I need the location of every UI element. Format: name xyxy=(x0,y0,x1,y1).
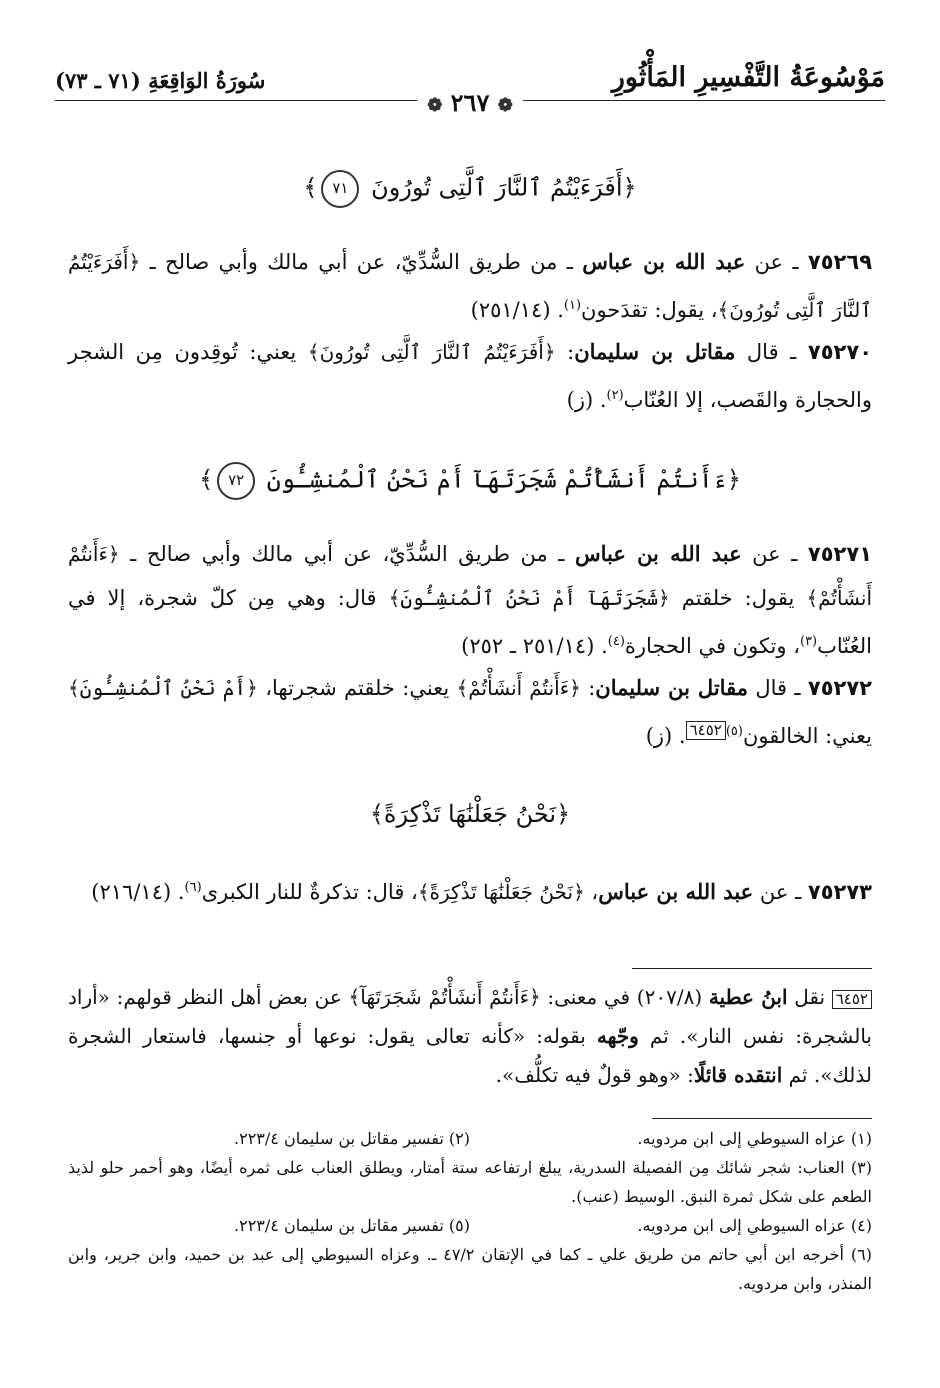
narration-number: ٧٥٢٧٣ xyxy=(807,880,872,904)
quran-quote: ﴿شَجَرَتَهَآ أَمْ نَحْنُ ٱلْمُنشِـُٔونَ﴾ xyxy=(388,586,670,610)
text: : «وهو قولٌ فيه تكلُّف». xyxy=(495,1063,694,1087)
footnote-row xyxy=(68,1124,872,1153)
footnote-marker: (١) xyxy=(563,298,582,313)
text: ، xyxy=(584,880,599,904)
source-reference: (٢٥١/١٤) xyxy=(470,298,551,322)
commentary-box-marker: ٦٤٥٢ xyxy=(832,990,872,1009)
verse-heading xyxy=(0,462,940,500)
verse-close-bracket: ﴾ xyxy=(199,465,214,494)
verse-heading xyxy=(0,800,940,828)
narration-paragraph xyxy=(68,666,872,758)
text: ـ عن xyxy=(745,250,808,274)
text: نقل xyxy=(787,985,832,1009)
footnotes xyxy=(68,1124,872,1298)
text: (٢٠٧/٨) في معنى: xyxy=(540,985,709,1009)
quran-quote: ﴿أَفَرَءَيْتُمُ ٱلنَّارَ ٱلَّتِى تُورُونَ﴾ xyxy=(307,340,556,364)
page-header xyxy=(55,62,885,117)
verse-text: ﴿نَحْنُ جَعَلْنَٰهَا تَذْكِرَةً﴾ xyxy=(369,800,571,828)
footnote-row xyxy=(68,1211,872,1240)
text: بقوله: «كأنه تعالى يقول: نوعها أو جنسها، فاستعار الشجرة لذلك». ثم xyxy=(68,1024,872,1087)
text: : xyxy=(580,676,596,700)
text: ـ عن xyxy=(741,542,808,566)
source-reference: (ز) xyxy=(645,724,673,748)
verse-number: ٧١ xyxy=(321,170,359,208)
narrator: عبد الله بن عباس xyxy=(582,249,746,274)
text: ـ قال xyxy=(735,340,808,364)
footnote-marker: (٣) xyxy=(799,634,818,649)
page-number: ٢٦٧ xyxy=(450,88,490,117)
verse-close-bracket: ﴾ xyxy=(303,173,318,202)
text: يعني: الخالقون xyxy=(742,724,872,748)
section-divider xyxy=(632,968,872,969)
narrator: عبد الله بن عباس xyxy=(574,541,742,566)
source-reference: (٢١٦/١٤) xyxy=(91,880,172,904)
footnote-marker: (٢) xyxy=(606,388,624,403)
verse-number: ٧٢ xyxy=(217,462,255,500)
verse-text: ﴿ءَأَنتُمْ أَنشَأْتُمْ شَجَرَتَهَآ أَمْ نَحْنُ ٱلْمُنشِـُٔونَ xyxy=(266,465,741,494)
page-number-wrap xyxy=(417,88,523,117)
ornament-icon: ❁ xyxy=(427,95,443,116)
quran-quote: ﴿ءَأَنتُمْ أَنشَأْتُمْ﴾ xyxy=(456,676,581,700)
narrator: عبد الله بن عباس xyxy=(598,879,754,904)
footnote: (١) عزاه السيوطي إلى ابن مردويه. xyxy=(637,1129,872,1148)
text: ، يقول: تقدَحون xyxy=(581,298,718,322)
text: : xyxy=(555,340,575,364)
emphasis: وجّهه xyxy=(596,1024,639,1048)
quran-quote: ﴿أَفَرَءَيْتُمُ ٱلنَّارَ ٱلَّتِى تُورُونَ﴾ xyxy=(68,250,872,322)
text: عن بعض أهل النظر قولهم: «أراد بالشجرة: نفس النار». ثم xyxy=(68,985,872,1048)
narrator: مقاتل بن سليمان xyxy=(574,339,736,364)
footnote-marker: (٥) xyxy=(725,724,743,739)
verse-heading xyxy=(0,170,940,208)
text: . xyxy=(594,634,608,658)
text: ـ من طريق السُّدِّيّ، عن أبي مالك وأبي صالح ـ xyxy=(140,250,583,274)
narration-paragraph xyxy=(68,866,872,914)
commentary-note xyxy=(68,978,872,1095)
text: . xyxy=(593,388,607,412)
source-reference: (ز) xyxy=(566,388,594,412)
quran-quote: ﴿ءَأَنتُمْ أَنشَأْتُمْ شَجَرَتَهَآ﴾ xyxy=(348,985,541,1009)
narration-number: ٧٥٢٦٩ xyxy=(807,250,873,274)
book-title: مَوْسُوعَةُ التَّفْسِيرِ المَأْثُورِ xyxy=(611,62,885,93)
text: ـ عن xyxy=(753,880,808,904)
surah-title: سُورَةُ الوَاقِعَةِ (٧١ ـ ٧٣) xyxy=(55,68,266,93)
source-reference: (٢٥١/١٤ ـ ٢٥٢) xyxy=(461,634,595,658)
text: . xyxy=(550,298,564,322)
quran-quote: ﴿أَمْ نَحْنُ ٱلْمُنشِـُٔونَ﴾ xyxy=(68,676,258,700)
footnote: (٣) العناب: شجر شائك مِن الفصيلة السدرية، يبلغ ارتفاعه ستة أمتار، ويطلق العناب على ثمره أيضًا، وهو أحمر حلو لذيذ الطعم على شكل ثمرة النبق. الوسيط (عنب). xyxy=(68,1158,872,1206)
quran-quote: ﴿ءَأَنتُمْ أَنشَأْتُمْ﴾ xyxy=(68,542,872,610)
footnote-marker: (٤) xyxy=(607,634,625,649)
footnote-divider xyxy=(652,1118,872,1119)
text: يقول: خلقتم xyxy=(669,586,807,610)
footnote: (٥) تفسير مقاتل بن سليمان ٢٢٣/٤. xyxy=(234,1216,470,1235)
emphasis: انتقده قائلًا xyxy=(693,1063,783,1087)
footnote: (٤) عزاه السيوطي إلى ابن مردويه. xyxy=(637,1216,872,1235)
scholar-name: ابنُ عطية xyxy=(708,985,788,1009)
narration-number: ٧٥٢٧١ xyxy=(807,542,873,566)
footnote-marker: (٦) xyxy=(184,880,202,895)
footnote: (٢) تفسير مقاتل بن سليمان ٢٢٣/٤. xyxy=(234,1129,470,1148)
narrator: مقاتل بن سليمان xyxy=(595,675,748,700)
text: يعني: تُوقِدون مِن الشجر والحجارة والقَصب، إلا العُنّاب xyxy=(68,340,872,412)
text: ـ قال xyxy=(747,676,808,700)
footnote: (٦) أخرجه ابن أبي حاتم من طريق علي ـ كما في الإتقان ٤٧/٢ ـ. وعزاه السيوطي إلى عبد بن حميد، وابن جرير، وابن المنذر، وابن مردويه. xyxy=(68,1245,873,1293)
text: ـ من طريق السُّدِّيّ، عن أبي مالك وأبي صالح ـ xyxy=(119,542,575,566)
text: . xyxy=(171,880,185,904)
verse-text: ﴿أَفَرَءَيْتُمُ ٱلنَّارَ ٱلَّتِى تُورُونَ xyxy=(371,173,637,202)
ornament-icon: ❁ xyxy=(497,95,513,116)
narration-number: ٧٥٢٧٢ xyxy=(807,676,872,700)
text: قال: وهي مِن كلّ شجرة، إلا في العُنّاب xyxy=(68,586,872,658)
text: . xyxy=(672,724,686,748)
text: ، قال: تذكرةٌ للنار الكبرى xyxy=(201,880,418,904)
quran-quote: ﴿نَحْنُ جَعَلْنَٰهَا تَذْكِرَةً﴾ xyxy=(417,880,585,904)
narration-number: ٧٥٢٧٠ xyxy=(807,340,873,364)
text: ، وتكون في الحجارة xyxy=(624,634,800,658)
narration-paragraph xyxy=(68,240,872,332)
narration-paragraph xyxy=(68,330,872,422)
commentary-box-marker: ٦٤٥٢ xyxy=(686,721,726,740)
text: يعني: خلقتم شجرتها، xyxy=(257,676,457,700)
narration-paragraph xyxy=(68,532,872,668)
